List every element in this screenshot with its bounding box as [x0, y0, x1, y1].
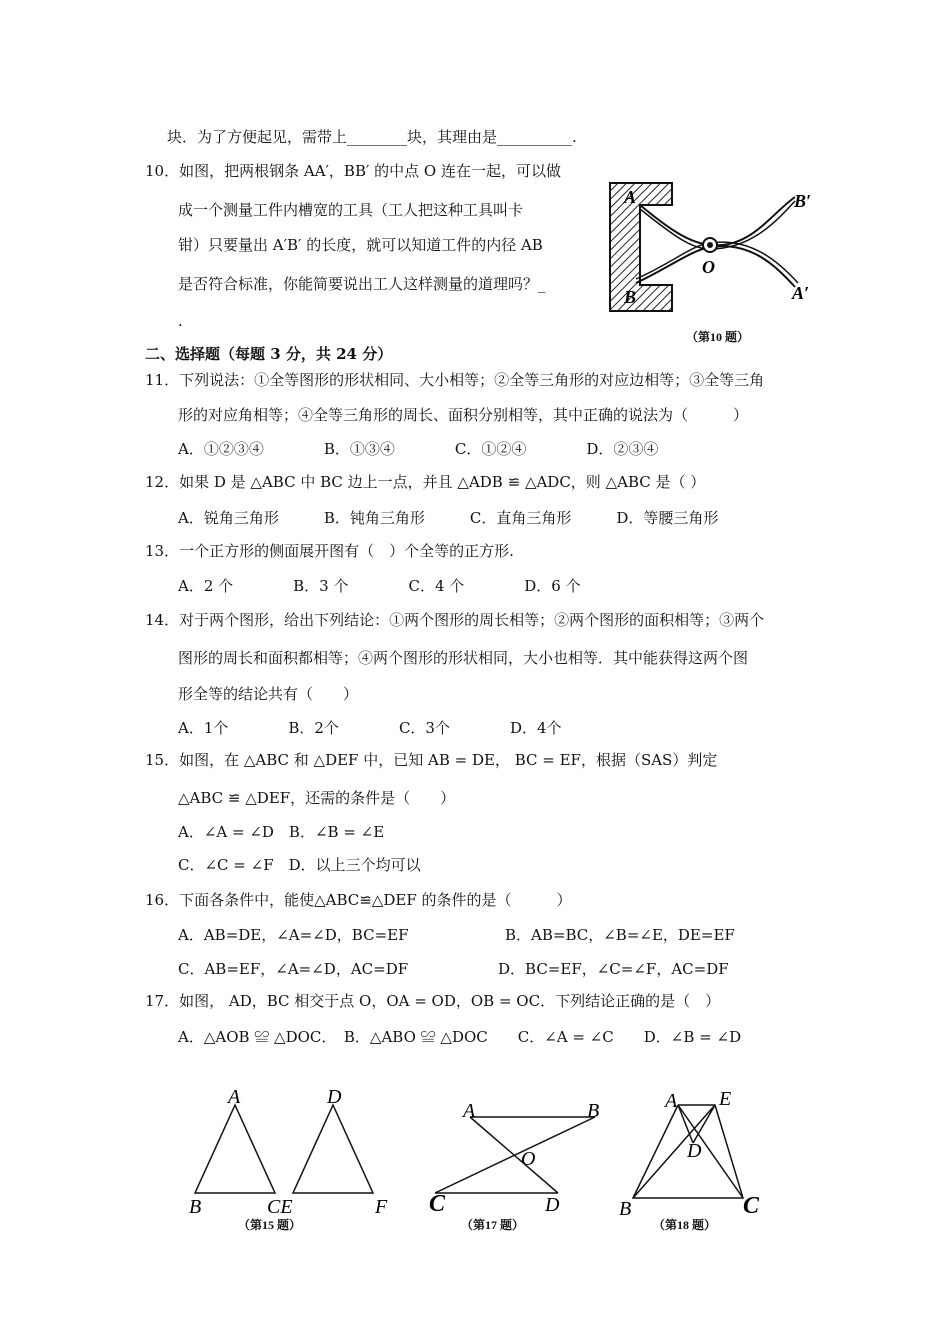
q13-options: A．2 个 B．3 个 C．4 个 D．6 个 — [178, 577, 581, 595]
q15-line1: 15．如图，在 △ABC 和 △DEF 中，已知 AB = DE， BC = EF，根据（SAS）判定 — [145, 751, 718, 769]
figure-18-triangles — [615, 1085, 775, 1220]
figure-15-triangles — [185, 1085, 395, 1218]
fig10-label-Bprime: B′ — [794, 191, 812, 211]
caption-fig17: （第17 题） — [461, 1218, 525, 1232]
q17-options: A．△AOB ≌ △DOC． B．△ABO ≌ △DOC C．∠A = ∠C D．∠B = ∠D — [178, 1028, 742, 1046]
fig15-label-B: B — [189, 1196, 202, 1218]
fig10-label-A: A — [624, 187, 637, 207]
fig17-label-D: D — [545, 1194, 560, 1216]
q13-line1: 13．一个正方形的侧面展开图有（ ）个全等的正方形. — [145, 542, 514, 560]
q14-line1: 14．对于两个图形，给出下列结论：①两个图形的周长相等；②两个图形的面积相等；③两个 — [145, 611, 765, 629]
q14-options: A．1个 B．2个 C．3个 D．4个 — [178, 719, 562, 737]
caption-fig10: （第10 题） — [686, 330, 750, 344]
fig10-label-O: O — [702, 257, 715, 277]
q11-line2: 形的对应角相等；④全等三角形的周长、面积分别相等，其中正确的说法为（ ） — [178, 406, 749, 424]
fig10-label-Aprime: A′ — [792, 283, 810, 303]
caption-fig18: （第18 题） — [653, 1218, 717, 1232]
fig15-label-CE: CE — [267, 1196, 293, 1218]
q14-line3: 形全等的结论共有（ ） — [178, 685, 359, 703]
figure-17-crossing — [425, 1095, 615, 1215]
fig18-label-C: C — [743, 1193, 760, 1219]
q9-continuation: 块．为了方便起见，需带上________块，其理由是__________. — [167, 128, 577, 146]
q16-option-b: B．AB=BC，∠B=∠E，DE=EF — [505, 926, 735, 944]
figure-10-caliper — [600, 175, 840, 325]
fig17-label-O: O — [521, 1148, 536, 1170]
fig17-label-B: B — [587, 1100, 600, 1122]
fig17-label-C: C — [429, 1191, 446, 1217]
q17-line1: 17．如图， AD，BC 相交于点 O，OA = OD，OB = OC．下列结论正确的是（ ） — [145, 992, 721, 1010]
q15-options-cd: C．∠C = ∠F D．以上三个均可以 — [178, 856, 421, 874]
q12-options: A．锐角三角形 B．钝角三角形 C．直角三角形 D．等腰三角形 — [178, 509, 719, 527]
fig18-label-B: B — [619, 1198, 632, 1220]
q16-option-c: C．AB=EF，∠A=∠D，AC=DF — [178, 960, 409, 978]
q16-option-a: A．AB=DE，∠A=∠D，BC=EF — [178, 926, 409, 944]
q15-options-ab: A．∠A = ∠D B．∠B = ∠E — [178, 823, 385, 841]
q11-line1: 11．下列说法：①全等图形的形状相同、大小相等；②全等三角形的对应边相等；③全等三角 — [145, 371, 765, 389]
fig18-label-A: A — [665, 1090, 678, 1112]
q16-line1: 16．下面各条件中，能使△ABC≌△DEF 的条件的是（ ） — [145, 891, 572, 909]
q15-line2: △ABC ≌ △DEF，还需的条件是（ ） — [178, 789, 456, 807]
q10-line2: 成一个测量工件内槽宽的工具（工人把这种工具叫卡 — [178, 201, 524, 219]
q10-line1: 10．如图，把两根钢条 AA′，BB′ 的中点 O 连在一起，可以做 — [145, 162, 561, 180]
q16-option-d: D．BC=EF，∠C=∠F，AC=DF — [498, 960, 729, 978]
fig10-label-B: B — [624, 287, 637, 307]
q11-options: A．①②③④ B．①③④ C．①②④ D．②③④ — [178, 440, 659, 458]
fig15-label-A: A — [228, 1086, 241, 1108]
fig17-label-A: A — [463, 1100, 476, 1122]
fig18-label-E: E — [719, 1088, 732, 1110]
caption-fig15: （第15 题） — [238, 1218, 302, 1232]
q10-line5: . — [178, 312, 183, 330]
q14-line2: 图形的周长和面积都相等；④两个图形的形状相同，大小也相等．其中能获得这两个图 — [178, 649, 749, 667]
fig15-label-D: D — [327, 1086, 342, 1108]
q12-line1: 12．如果 D 是 △ABC 中 BC 边上一点，并且 △ADB ≌ △ADC，则 △ABC 是（ ） — [145, 473, 706, 491]
q10-line4: 是否符合标准，你能简要说出工人这样测量的道理吗？_ — [178, 275, 546, 293]
fig18-label-D: D — [687, 1140, 702, 1162]
section-heading-choice: 二、选择题（每题 3 分，共 24 分） — [145, 345, 393, 363]
fig15-label-F: F — [375, 1196, 388, 1218]
q10-line3: 钳）只要量出 A′B′ 的长度，就可以知道工件的内径 AB — [178, 236, 543, 254]
